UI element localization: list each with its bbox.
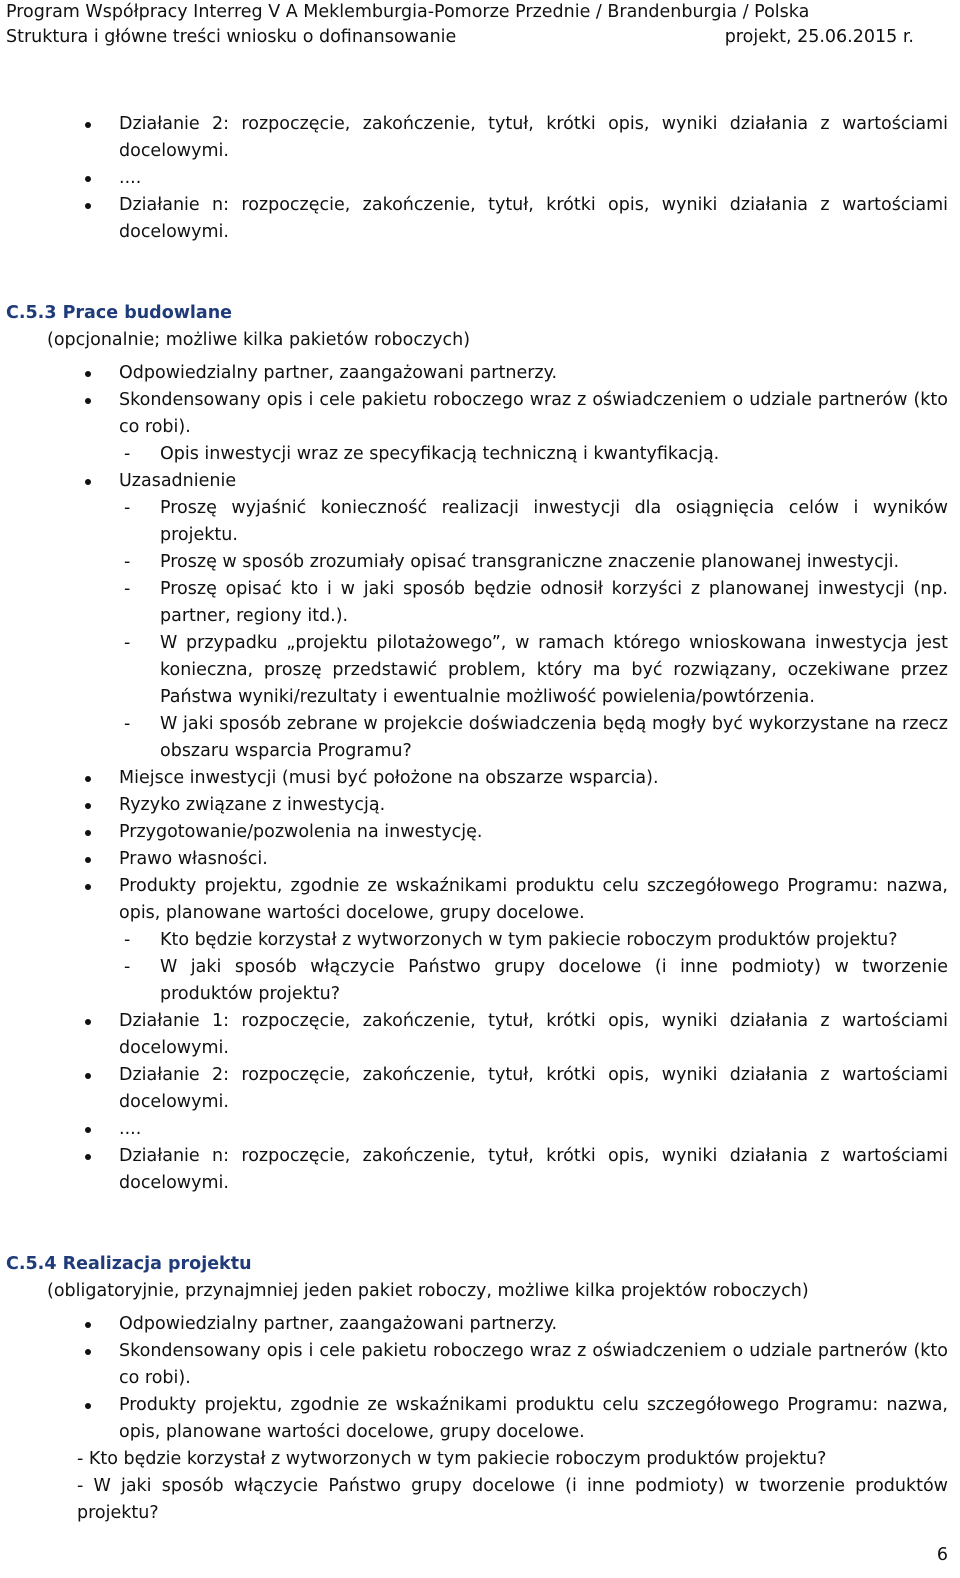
list-item: Odpowiedzialny partner, zaangażowani partnerzy. [0,1311,960,1338]
dash-list [0,495,960,765]
dash-item: - W jaki sposób zebrane w projekcie doświadczenia będą mogły być wykorzystane na rzecz obszaru wsparcia Programu? [0,711,960,765]
dash-item: - Proszę wyjaśnić konieczność realizacji inwestycji dla osiągnięcia celów i wyników projektu. [0,495,960,549]
list-item: Prawo własności. [0,846,960,873]
dash-item: - Proszę w sposób zrozumiały opisać transgraniczne znaczenie planowanej inwestycji. [0,549,960,576]
section-c53-list-4 [0,1008,960,1197]
dash-item: - Opis inwestycji wraz ze specyfikacją techniczną i kwantyfikacją. [0,441,960,468]
header-subtitle-row [6,25,954,50]
list-item: Działanie 1: rozpoczęcie, zakończenie, tytuł, krótki opis, wyniki działania z wartościami docelowymi. [0,1008,960,1062]
section-subtitle: (opcjonalnie; możliwe kilka pakietów roboczych) [47,330,471,350]
section-number: C.5.3 [6,303,57,323]
list-item: Produkty projektu, zgodnie ze wskaźnikami produktu celu szczegółowego Programu: nazwa, opis, planowane wartości docelowe, grupy docelowe. [0,1392,960,1446]
section-title: Prace budowlane [62,303,233,323]
dash-line: - W jaki sposób włączycie Państwo grupy docelowe (i inne podmioty) w tworzenie produktów projektu? [77,1476,948,1523]
header-date: projekt, 25.06.2015 r. [724,27,914,47]
list-item: Ryzyko związane z inwestycją. [0,792,960,819]
dash-line: - Kto będzie korzystał z wytworzonych w tym pakiecie roboczym produktów projektu? [77,1449,827,1469]
dash-item: - Proszę opisać kto i w jaki sposób będzie odnosił korzyści z planowanej inwestycji (np. partner, regiony itd.). [0,576,960,630]
list-item: Skondensowany opis i cele pakietu roboczego wraz z oświadczeniem o udziale partnerów (kto co robi). [0,1338,960,1392]
section-c54-list [0,1311,960,1446]
dash-list [0,441,960,468]
dash-item: - Kto będzie korzystał z wytworzonych w tym pakiecie roboczym produktów projektu? [0,927,960,954]
list-item: Przygotowanie/pozwolenia na inwestycję. [0,819,960,846]
list-item: Działanie 2: rozpoczęcie, zakończenie, tytuł, krótki opis, wyniki działania z wartościami docelowymi. [0,111,960,165]
section-heading-c54 [0,1251,960,1278]
header-program-title: Program Współpracy Interreg V A Meklemburgia-Pomorze Przednie / Brandenburgia / Polska [6,2,810,22]
list-item: .... [0,1116,960,1143]
list-item: Działanie n: rozpoczęcie, zakończenie, tytuł, krótki opis, wyniki działania z wartościami docelowymi. [0,192,960,246]
section-c53-list-2 [0,468,960,495]
section-title: Realizacja projektu [62,1254,252,1274]
list-item: Uzasadnienie [0,468,960,495]
section-c53-list-3 [0,765,960,927]
dash-item: - W jaki sposób włączycie Państwo grupy docelowe (i inne podmioty) w tworzenie produktów projektu? [0,954,960,1008]
list-item: Odpowiedzialny partner, zaangażowani partnerzy. [0,360,960,387]
header-document-title: Struktura i główne treści wniosku o dofinansowanie [6,27,457,47]
dash-list [0,927,960,1008]
section-subtitle: (obligatoryjnie, przynajmniej jeden pakiet roboczy, możliwe kilka projektów roboczych) [47,1281,809,1301]
list-item: Skondensowany opis i cele pakietu roboczego wraz z oświadczeniem o udziale partnerów (kto co robi). [0,387,960,441]
section-number: C.5.4 [6,1254,57,1274]
list-item: .... [0,165,960,192]
list-item: Produkty projektu, zgodnie ze wskaźnikami produktu celu szczegółowego Programu: nazwa, opis, planowane wartości docelowe, grupy docelowe. [0,873,960,927]
list-item: Działanie n: rozpoczęcie, zakończenie, tytuł, krótki opis, wyniki działania z wartościami docelowymi. [0,1143,960,1197]
page-number: 6 [936,1545,948,1565]
top-bullet-list [0,111,960,246]
list-item: Działanie 2: rozpoczęcie, zakończenie, tytuł, krótki opis, wyniki działania z wartościami docelowymi. [0,1062,960,1116]
dash-item: - W przypadku „projektu pilotażowego”, w ramach którego wnioskowana inwestycja jest konieczna, proszę przedstawić problem, który ma być rozwiązany, oczekiwane przez Państwa wyniki/rezultaty i ewentualnie możliwość powielenia/powtórzenia. [0,630,960,711]
page-header [6,0,954,50]
section-c53-list [0,360,960,441]
document-body [0,111,960,1527]
section-heading-c53 [0,300,960,327]
list-item: Miejsce inwestycji (musi być położone na obszarze wsparcia). [0,765,960,792]
